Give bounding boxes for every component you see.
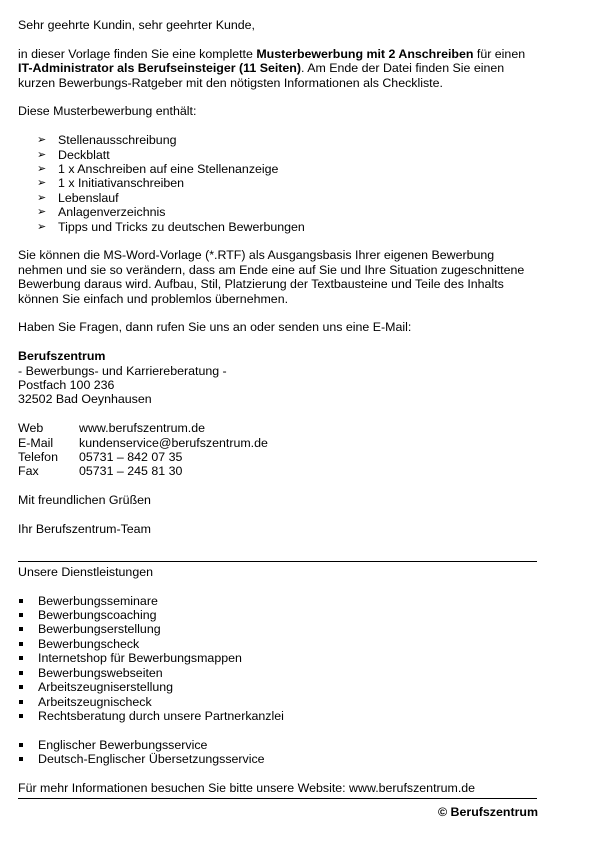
list-item: Bewerbungscheck (18, 637, 538, 651)
intro-text-1: in dieser Vorlage finden Sie eine komplette (18, 46, 257, 61)
document-page (18, 18, 538, 820)
list-item: ➢ Stellenausschreibung (18, 133, 538, 147)
list-item: Bewerbungswebseiten (18, 666, 538, 680)
intro-paragraph (18, 47, 538, 90)
contact-value: www.berufszentrum.de (79, 421, 206, 436)
company-name: Berufszentrum (18, 349, 106, 364)
intro-bold-1: Musterbewerbung mit 2 Anschreiben (256, 46, 474, 61)
list-item: Bewerbungscoaching (18, 608, 538, 622)
usage-line: Sie können die MS-Word-Vorlage (*.RTF) als Ausgangsbasis Ihrer eigenen Bewerbung (18, 248, 495, 263)
list-item: ➢ Tipps und Tricks zu deutschen Bewerbungen (18, 220, 538, 234)
usage-line: können Sie einfach und problemlos übernehmen. (18, 291, 289, 306)
divider (18, 798, 537, 799)
services-heading: Unsere Dienstleistungen (18, 564, 153, 579)
usage-line: Bewerbung daraus wird. Aufbau, Stil, Platzierung der Textbausteine und Teile des Inhalts (18, 277, 504, 292)
usage-paragraph (18, 248, 538, 306)
contact-row-web (18, 421, 538, 435)
contact-block (18, 421, 538, 479)
intro-text-4: kurzen Bewerbungs-Ratgeber mit den nötigsten Informationen als Checkliste. (18, 75, 443, 90)
contact-value: 05731 – 245 81 30 (79, 464, 183, 479)
divider (18, 561, 537, 562)
list-item: Arbeitszeugnischeck (18, 695, 538, 709)
list-item: Arbeitszeugniserstellung (18, 680, 538, 694)
contents-list (18, 133, 538, 234)
list-item: Internetshop für Bewerbungsmappen (18, 651, 538, 665)
intro-text-3: . Am Ende der Datei finden Sie einen (301, 61, 505, 76)
list-item: Bewerbungserstellung (18, 622, 538, 636)
list-item: ➢ 1 x Anschreiben auf eine Stellenanzeige (18, 162, 538, 176)
company-address (18, 349, 538, 407)
copyright: © Berufszentrum (437, 805, 538, 820)
contact-row-phone (18, 450, 538, 464)
contact-label: E-Mail (18, 435, 54, 450)
list-item: ➢ Lebenslauf (18, 191, 538, 205)
list-item: ➢ 1 x Initiativanschreiben (18, 176, 538, 190)
more-info-text: Für mehr Informationen besuchen Sie bitte unsere Website: www.berufszentrum.de (18, 780, 476, 795)
usage-line: nehmen und sie so verändern, dass am Ende eine auf Sie und Ihre Situation zugeschnittene (18, 262, 525, 277)
services-list (18, 594, 538, 724)
intro-bold-2: IT-Administrator als Berufseinsteiger (11 Seiten) (18, 61, 301, 76)
list-item: Deutsch-Englischer Übersetzungsservice (18, 752, 538, 766)
contact-value: 05731 – 842 07 35 (79, 450, 183, 465)
closing: Mit freundlichen Grüßen (18, 493, 151, 508)
intro-text-2: für einen (473, 46, 526, 61)
company-street: Postfach 100 236 (18, 378, 115, 393)
greeting: Sehr geehrte Kundin, sehr geehrter Kunde, (18, 18, 255, 32)
list-item: Englischer Bewerbungsservice (18, 738, 538, 752)
contact-label: Telefon (18, 450, 58, 465)
contact-value: kundenservice@berufszentrum.de (79, 435, 268, 450)
services-list-2 (18, 738, 538, 767)
questions-text: Haben Sie Fragen, dann rufen Sie uns an oder senden uns eine E-Mail: (18, 320, 412, 335)
contact-row-fax (18, 464, 538, 478)
company-tagline: - Bewerbungs- und Karriereberatung - (18, 363, 227, 378)
contact-label: Fax (18, 464, 39, 479)
copyright-line (18, 805, 538, 819)
list-item: Rechtsberatung durch unsere Partnerkanzlei (18, 709, 538, 723)
contact-row-email (18, 436, 538, 450)
contact-label: Web (18, 421, 44, 436)
list-item: ➢ Deckblatt (18, 148, 538, 162)
list-item: ➢ Anlagenverzeichnis (18, 205, 538, 219)
contents-heading: Diese Musterbewerbung enthält: (18, 104, 197, 119)
signature: Ihr Berufszentrum-Team (18, 522, 151, 537)
company-city: 32502 Bad Oeynhausen (18, 392, 152, 407)
list-item: Bewerbungsseminare (18, 594, 538, 608)
